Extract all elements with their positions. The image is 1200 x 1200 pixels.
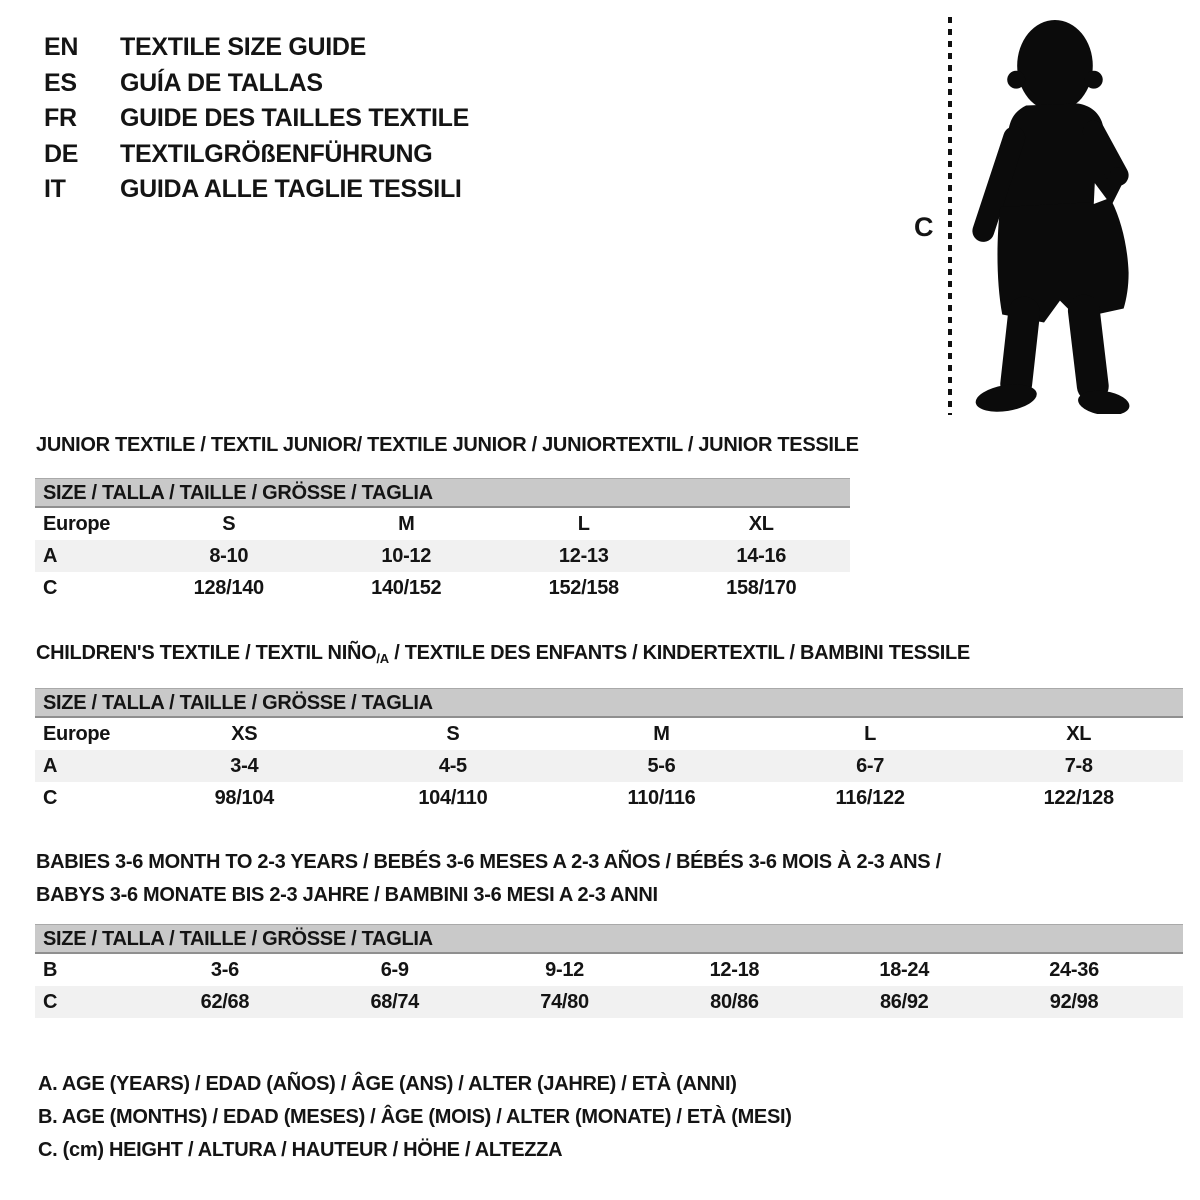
size-value-cell: 6-9 (380, 959, 409, 981)
size-value-cell: 158/170 (726, 577, 797, 599)
table-row-age-months (35, 954, 1183, 986)
row-label: Europe (43, 723, 111, 745)
language-row-it (44, 172, 469, 208)
language-code: EN (44, 33, 79, 61)
guide-title-es: GUÍA DE TALLAS (120, 68, 323, 97)
size-value-cell: 128/140 (193, 577, 264, 599)
size-value-cell: 6-7 (856, 755, 885, 777)
language-code: IT (44, 175, 66, 203)
size-value-cell: 116/122 (835, 787, 905, 809)
size-value-cell: M (653, 723, 670, 745)
size-value-cell: 10-12 (381, 545, 432, 567)
guide-title-it: GUIDA ALLE TAGLIE TESSILI (120, 175, 462, 203)
section-title-children-post: / TEXTILE DES ENFANTS / KINDERTEXTIL / BAMBINI TESSILE (388, 642, 970, 664)
size-value-cell: 68/74 (370, 991, 420, 1013)
size-header-bar: SIZE / TALLA / TAILLE / GRÖSSE / TAGLIA (35, 924, 1183, 954)
guide-title-fr: GUIDE DES TAILLES TEXTILE (120, 104, 470, 132)
language-code: FR (44, 104, 77, 132)
size-value-cell: 14-16 (736, 545, 787, 567)
language-row-de (44, 137, 469, 173)
guide-title-de: TEXTILGRÖßENFÜHRUNG (120, 139, 433, 168)
row-label: Europe (43, 513, 111, 535)
section-title-babies (36, 846, 941, 912)
table-row-europe (35, 718, 1183, 750)
toddler-silhouette-icon (966, 16, 1136, 414)
table-row-height-cm (35, 782, 1183, 814)
legend-line-c: C. (cm) HEIGHT / ALTURA / HAUTEUR / HÖHE / ALTEZZA (38, 1139, 563, 1161)
size-header-bar: SIZE / TALLA / TAILLE / GRÖSSE / TAGLIA (35, 478, 850, 508)
size-value-cell: 5-6 (647, 755, 676, 777)
section-title-children-pre: CHILDREN'S TEXTILE / TEXTIL NIÑO (36, 642, 377, 664)
size-value-cell: 122/128 (1043, 787, 1114, 809)
row-label: C (43, 577, 58, 599)
row-label: C (43, 991, 58, 1013)
babies-size-table (35, 924, 1183, 1018)
height-measure-dashed-line (948, 17, 952, 415)
size-value-cell: 104/110 (418, 787, 488, 809)
size-value-cell: 110/116 (627, 787, 696, 809)
size-value-cell: 24-36 (1049, 959, 1099, 981)
size-value-cell: 3-6 (210, 959, 239, 981)
size-value-cell: XL (748, 513, 774, 535)
language-row-fr (44, 101, 469, 137)
table-row-height-cm (35, 572, 850, 604)
language-row-en (44, 30, 469, 66)
legend-line-b: B. AGE (MONTHS) / EDAD (MESES) / ÂGE (MOIS) / ALTER (MONATE) / ETÀ (MESI) (38, 1106, 792, 1128)
size-value-cell: 74/80 (540, 991, 589, 1013)
height-measure-label: C (914, 212, 934, 242)
guide-title-en: TEXTILE SIZE GUIDE (120, 33, 367, 61)
section-title-babies-line2: BABYS 3-6 MONATE BIS 2-3 JAHRE / BAMBINI 3-6 MESI A 2-3 ANNI (36, 884, 658, 906)
row-label: A (43, 545, 58, 567)
size-header-bar: SIZE / TALLA / TAILLE / GRÖSSE / TAGLIA (35, 688, 1183, 718)
size-value-cell: 7-8 (1064, 755, 1093, 777)
size-value-cell: L (577, 513, 590, 535)
size-value-cell: 18-24 (879, 959, 930, 981)
table-row-europe (35, 508, 850, 540)
size-value-cell: 3-4 (230, 755, 259, 777)
table-row-height-cm (35, 986, 1183, 1018)
size-value-cell: 9-12 (545, 959, 584, 981)
size-value-cell: 4-5 (438, 755, 467, 777)
row-label: B (43, 959, 58, 981)
language-row-es (44, 66, 469, 102)
legend-line-a: A. AGE (YEARS) / EDAD (AÑOS) / ÂGE (ANS) / ALTER (JAHRE) / ETÀ (ANNI) (38, 1073, 737, 1095)
size-value-cell: 80/86 (710, 991, 759, 1013)
row-label: C (43, 787, 58, 809)
size-value-cell: 152/158 (548, 577, 619, 599)
children-size-table (35, 688, 1183, 814)
language-code: ES (44, 68, 77, 97)
junior-size-table (35, 478, 850, 604)
size-value-cell: 92/98 (1049, 991, 1099, 1013)
size-value-cell: 86/92 (879, 991, 929, 1013)
table-row-age-years (35, 750, 1183, 782)
size-value-cell: L (864, 723, 877, 745)
table-row-age-years (35, 540, 850, 572)
section-title-junior: JUNIOR TEXTILE / TEXTIL JUNIOR/ TEXTILE JUNIOR / JUNIORTEXTIL / JUNIOR TESSILE (36, 434, 859, 456)
section-title-babies-line1: BABIES 3-6 MONTH TO 2-3 YEARS / BEBÉS 3-6 MESES A 2-3 AÑOS / BÉBÉS 3-6 MOIS À 2-3 ANS / (36, 851, 941, 873)
size-value-cell: 98/104 (214, 787, 274, 809)
size-value-cell: XS (231, 723, 258, 745)
size-value-cell: 12-13 (558, 545, 609, 567)
section-title-children-sub: /A (376, 651, 389, 666)
size-value-cell: 62/68 (200, 991, 250, 1013)
size-value-cell: XL (1066, 723, 1092, 745)
size-value-cell: S (446, 723, 460, 745)
size-value-cell: 12-18 (709, 959, 760, 981)
section-title-children (36, 642, 970, 666)
language-title-list (44, 30, 469, 208)
size-value-cell: 8-10 (209, 545, 249, 567)
size-value-cell: 140/152 (371, 577, 442, 599)
row-label: A (43, 755, 58, 777)
size-value-cell: M (398, 513, 415, 535)
language-code: DE (44, 139, 79, 168)
size-value-cell: S (222, 513, 236, 535)
measurement-legend (38, 1068, 792, 1167)
